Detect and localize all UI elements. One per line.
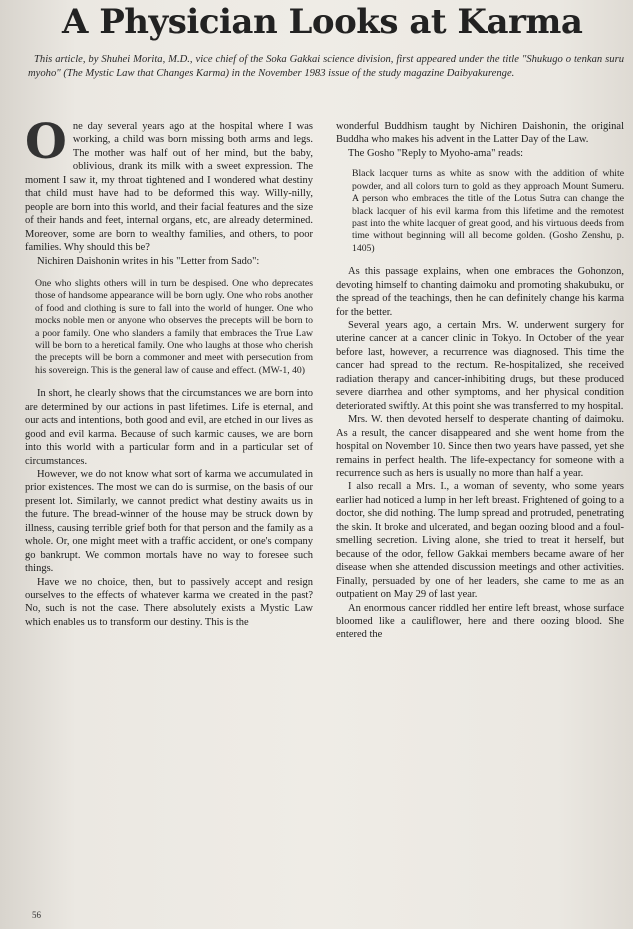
page-number: 56 — [32, 910, 41, 920]
paragraph: I also recall a Mrs. I., a woman of seventy, who some years earlier had noticed a lump in her left breast. Frightened of going to a doctor, she did nothing. The lump spread and protruded, penetrating the skin. It broke and ulcerated, and began oozing blood and a foul-smelling secretion. Living alone, she tried to treat it herself, but because of the odor, fellow Gakkai members became aware of her disease when she attended discussion meetings and other activities. Finally, persuaded by one of her leaders, she came to me as an outpatient on May 29 of last year. — [336, 481, 624, 601]
paragraph: Have we no choice, then, but to passively accept and resign ourselves to the effects of whatever karma we created in the past? No, such is not the case. There absolutely exists a Mystic Law which enables us to transform our destiny. This is the — [25, 576, 313, 628]
paragraph: Mrs. W. then devoted herself to desperate chanting of daimoku. As a result, the cancer disappeared and she went home from the hospital on November 10. Since then two years have passed, yet she remains in perfect health. The life-expectancy for someone with a recurrence such as hers is usually no more than half a year. — [336, 414, 624, 479]
paragraph: An enormous cancer riddled her entire left breast, whose surface bloomed like a cauliflower, here and there oozing blood. She entered the — [336, 602, 624, 641]
left-column — [25, 114, 313, 629]
paragraph: In short, he clearly shows that the circumstances we are born into are determined by our actions in past lifetimes. Life is eternal, and our acts and intentions, both good and evil, are etched in our lives as good and evil karma. Because of such karmic causes, we are born into this world with a particular form and in a particular set of circumstances. — [25, 388, 313, 467]
paragraph: wonderful Buddhism taught by Nichiren Daishonin, the original Buddha who makes his advent in the Latter Day of the Law. — [336, 121, 624, 146]
right-column — [336, 120, 624, 642]
paragraph: As this passage explains, when one embraces the Gohonzon, devoting himself to chanting daimoku and promoting shakubuku, or the spread of the teachings, then he can definitely change his karma for the better. — [336, 266, 624, 318]
paragraph: Nichiren Daishonin writes in his "Letter from Sado": — [37, 255, 260, 267]
article-title: A Physician Looks at Karma — [62, 2, 583, 42]
paragraph: One day several years ago at the hospital where I was working, a child was born missing both arms and legs. The mother was half out of her mind, but the baby, oblivious, drank its milk with a sweet expression. The moment I saw it, my throat tightened and I wondered what destiny that child must have had to be deformed this way. Willy-nilly, people are born into this world, and their facial features and the size of their hands and feet, internal organs, etc, are already determined. Moreover, some are born to wealthy families, and others, to poor families. Why should this be? — [25, 114, 313, 254]
block-quote: One who slights others will in turn be despised. One who deprecates those of handsome appearance will be born ugly. One who robs another of food and clothing is sure to fall into the world of hunger. One who mocks noble men or anyone who observes the precepts will be born to a poor family. One who slanders a family that embraces the True Law will be born to a heretical family. One who laughs at those who cherish the precepts will be born a commoner and meet with persecution from his sovereign. This is the general law of cause and effect. (MW-1, 40) — [35, 277, 313, 376]
block-quote: Black lacquer turns as white as snow with the addition of white powder, and all colors turn to gold as they approach Mount Sumeru. A person who embraces the title of the Lotus Sutra can change the black lacquer of his evil karma from this lifetime and the remotest past into the white lacquer of great good, and his virtuous deeds from time without beginning will all become golden. (Gosho Zenshu, p. 1405) — [352, 168, 624, 254]
paragraph: The Gosho "Reply to Myoho-ama" reads: — [348, 147, 524, 159]
article-intro: This article, by Shuhei Morita, M.D., vice chief of the Soka Gakkai science division, first appeared under the title "Shukugo o tenkan suru myoho" (The Mystic Law that Changes Karma) in the November 1983 issue of the study magazine Daibyakurenge. — [28, 54, 624, 79]
paragraph: Several years ago, a certain Mrs. W. underwent surgery for uterine cancer at a cancer clinic in Tokyo. In October of the year before last, however, a recurrence was diagnosed. This time the cancer had spread to the rectum. Re-hospitalized, she received radiation therapy and cancer-inhibiting drugs, but these produced severe diarrhea and other symptoms, and her physical condition deteriorated swiftly. At this point she was transferred to my hospital. — [336, 320, 624, 412]
paragraph: However, we do not know what sort of karma we accumulated in prior existences. The most we can do is surmise, on the basis of our present lot. Similarly, we cannot predict what destiny awaits us in the future. The bread-winner of the house may be struck down by illness, causing terrible grief both for that person and the family as a whole. Or, one might meet with a traffic accident, or one's company go bankrupt. We common mortals have no way to foresee such things. — [25, 468, 313, 575]
